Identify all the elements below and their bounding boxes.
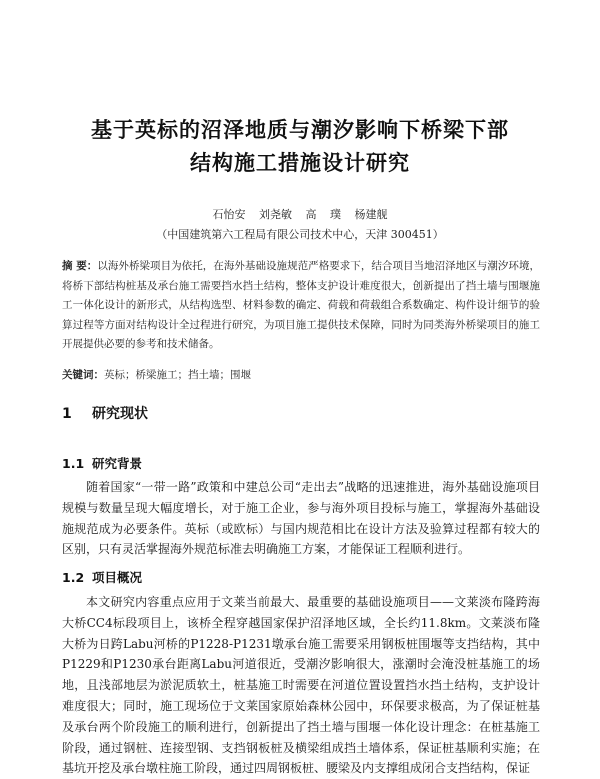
abstract	[62, 257, 540, 355]
section-title: 研究现状	[92, 406, 148, 422]
paper-title-line-1: 基于英标的沼泽地质与潮汐影响下桥梁下部	[91, 118, 509, 142]
abstract-label: 摘 要：	[62, 260, 98, 272]
body-paragraph: 随着国家“一带一路”政策和中建总公司“走出去”战略的迅速推进，海外基础设施项目规模与数量呈现大幅度增长，对于施工企业，参与海外项目投标与施工，掌握海外基础设施规范成为必要条件。英标（或欧标）与国内规范相比在设计方法及验算过程都有较大的区别，只有灵活掌握海外规范标准去明确施工方案，才能保证工程顺利进行。	[62, 480, 540, 557]
abstract-text: 以海外桥梁项目为依托，在海外基础设施规范严格要求下，结合项目当地沼泽地区与潮汐环境，将桥下部结构桩基及承台施工需要挡水挡土结构，整体支护设计难度很大，创新提出了挡土墙与围堰施工一体化设计的新形式，从结构选型、材料参数的确定、荷载和荷载组合系数确定、构件设计细节的验算过程等方面对结构设计全过程进行研究，为项目施工提供技术保障，同时为同类海外桥梁项目的施工开展提供必要的参考和技术储备。	[62, 260, 541, 350]
author-list: 石怡安 刘尧敏 高 璞 杨建舰	[212, 208, 388, 221]
subsection-title: 研究背景	[92, 456, 143, 471]
subsection-heading	[62, 454, 142, 472]
subsection-number: 1.2	[62, 570, 85, 585]
section-number: 1	[62, 406, 72, 422]
author-affiliation: （中国建筑第六工程局有限公司技术中心，天津 300451）	[156, 228, 444, 241]
subsection-number: 1.1	[62, 456, 85, 471]
keywords-label: 关键词：	[62, 369, 104, 381]
keywords	[62, 367, 540, 383]
paper-title-line-2: 结构施工措施设计研究	[190, 151, 410, 175]
body-paragraph: 本文研究内容重点应用于文莱当前最大、最重要的基础设施项目——文莱淡布隆跨海大桥CC4标段项目上，该桥全程穿越国家保护沼泽地区域，全长约11.8km。文莱淡布隆大桥为日跨Labu河桥的P1228-P1231墩承台施工需要采用钢板桩围堰等支挡结构，其中P1229和P1230承台距离Labu河道很近，受潮汐影响很大，涨潮时会淹没桩基施工的场地，且浅部地层为淤泥质软土，桩基施工时需要在河道位置设置挡水挡土结构，支护设计难度很大；同时，施工现场位于文莱国家原始森林公园中，环保要求极高，为了保证桩基及承台两个阶段施工的顺利进行，创新提出了挡土墙与围堰一体化设计理念：在桩基施工阶段，通过钢桩、连接型钢、支挡钢板桩及横梁组成挡土墙体系，保证桩基顺利实施；在基坑开挖及承台墩柱施工阶段，通过四周钢板桩、腰梁及内支撑组成闭合支挡结构，保证	[62, 595, 540, 776]
subsection-heading	[62, 568, 142, 586]
keywords-text: 英标；桥梁施工；挡土墙；围堰	[104, 369, 251, 381]
subsection-title: 项目概况	[92, 570, 143, 585]
section-heading	[62, 403, 148, 423]
